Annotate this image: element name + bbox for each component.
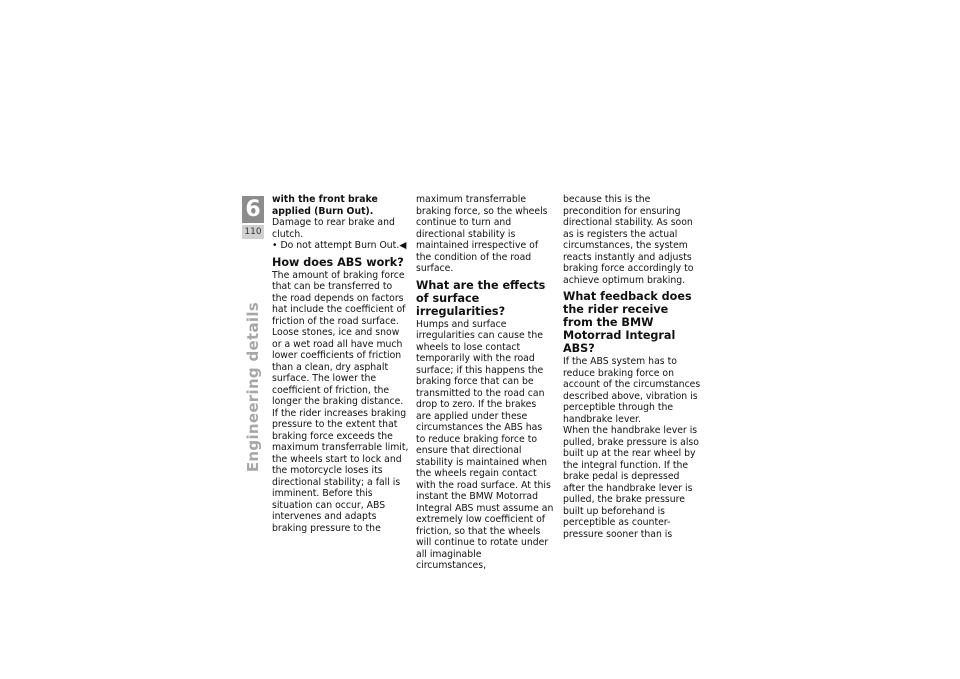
text-column-3 <box>563 194 701 540</box>
chapter-tab <box>242 196 264 239</box>
paragraph: When the handbrake lever is pulled, brake pressure is also built up at the rear wheel by the integral function. If the brake pedal is depressed after the handbrake lever is pulled, the brake pressure built up beforehand is perceptible as counter-pressure sooner than is <box>563 425 699 540</box>
burn-out-bullet: • Do not attempt Burn Out.◀ <box>272 240 407 251</box>
section-heading-abs-work: How does ABS work? <box>272 255 404 269</box>
paragraph: maximum transferrable braking force, so the wheels continue to turn and directional stability is maintained irrespective of the condition of the road surface. <box>416 194 548 274</box>
paragraph: If the rider increases braking pressure to the extent that braking force exceeds the maximum transferrable limit, the wheels start to lock and the motorcycle loses its directional stability; a fall is imminent. Before this situation can occur, ABS intervenes and adapts braking pressure to the <box>272 407 409 534</box>
page-number: 110 <box>242 225 264 239</box>
section-heading-surface-irregularities: What are the effects of surface irregularities? <box>416 278 546 318</box>
paragraph: If the ABS system has to reduce braking force on account of the circumstances described above, vibration is perceptible through the handbrake lever. <box>563 356 701 425</box>
burn-out-warning-lead: with the front brake applied (Burn Out). <box>272 194 378 217</box>
chapter-number: 6 <box>242 196 264 223</box>
text-column-1 <box>272 194 410 534</box>
section-heading-abs-feedback: What feedback does the rider receive from the BMW Motorrad Integral ABS? <box>563 290 692 355</box>
chapter-title: Engineering details <box>244 302 262 473</box>
paragraph: Humps and surface irregularities can cause the wheels to lose contact temporarily with the road surface; if this happens the braking force that can be transmitted to the road can drop to zero. If the brakes are applied under these circumstances the ABS has to reduce braking force to ensure that directional stability is maintained when the wheels regain contact with the road surface. At this instant the BMW Motorrad Integral ABS must assume an extremely low coefficient of friction, so that the wheels will continue to rotate under all imaginable circumstances, <box>416 318 554 571</box>
damage-text: Damage to rear brake and clutch. <box>272 217 395 240</box>
paragraph: because this is the precondition for ensuring directional stability. As soon as is registers the actual circumstances, the system reacts instantly and adjusts braking force accordingly to achieve optimum braking. <box>563 194 694 286</box>
paragraph: The amount of braking force that can be transferred to the road depends on factors hat include the coefficient of friction of the road surface. Loose stones, ice and snow or a wet road all have much lower coefficients of friction than a clean, dry asphalt surface. The lower the coefficient of friction, the longer the braking distance. <box>272 269 406 407</box>
text-column-2 <box>416 194 554 572</box>
